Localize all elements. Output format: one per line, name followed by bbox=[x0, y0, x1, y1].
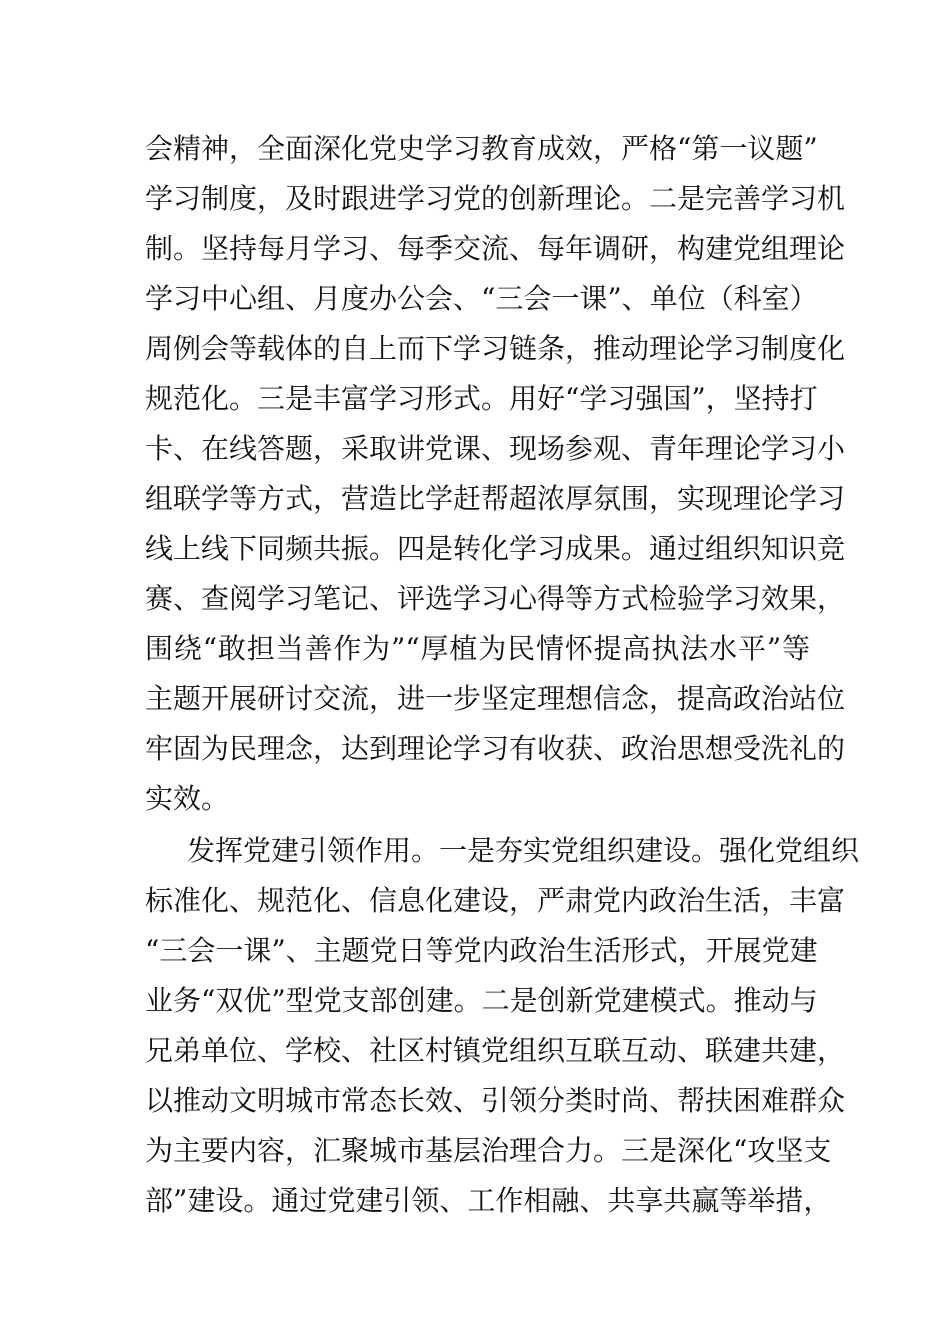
paragraph-2-line: 标准化、规范化、信息化建设，严肃党内政治生活，丰富 bbox=[145, 884, 846, 917]
paragraph-1-line: 线上线下同频共振。四是转化学习成果。通过组织知识竞 bbox=[145, 532, 846, 565]
paragraph-2-line: 为主要内容，汇聚城市基层治理合力。三是深化“攻坚支 bbox=[145, 1134, 832, 1167]
paragraph-2-first-line: 发挥党建引领作用。一是夯实党组织建设。强化党组织 bbox=[187, 834, 860, 867]
paragraph-1-line: 牢固为民理念，达到理论学习有收获、政治思想受洗礼的 bbox=[145, 732, 846, 765]
paragraph-1-line: 卡、在线答题，采取讲党课、现场参观、青年理论学习小 bbox=[145, 432, 846, 465]
paragraph-1-line: 围绕“敢担当善作为”“厚植为民情怀提高执法水平”等 bbox=[145, 632, 810, 665]
paragraph-2-line: 业务“双优”型党支部创建。二是创新党建模式。推动与 bbox=[145, 984, 818, 1017]
paragraph-1-last-line: 实效。 bbox=[145, 782, 230, 815]
paragraph-1-line: 赛、查阅学习笔记、评选学习心得等方式检验学习效果， bbox=[145, 582, 846, 615]
paragraph-2-line: “三会一课”、主题党日等党内政治生活形式，开展党建 bbox=[145, 934, 818, 967]
paragraph-1-line: 主题开展研讨交流，进一步坚定理想信念，提高政治站位 bbox=[145, 682, 846, 715]
paragraph-1-line: 会精神，全面深化党史学习教育成效，严格“第一议题” bbox=[145, 132, 818, 165]
paragraph-2-line: 以推动文明城市常态长效、引领分类时尚、帮扶困难群众 bbox=[145, 1084, 846, 1117]
paragraph-1-line: 组联学等方式，营造比学赶帮超浓厚氛围，实现理论学习 bbox=[145, 482, 846, 515]
paragraph-1-line: 制。坚持每月学习、每季交流、每年调研，构建党组理论 bbox=[145, 232, 846, 265]
paragraph-1-line: 学习制度，及时跟进学习党的创新理论。二是完善学习机 bbox=[145, 182, 846, 215]
paragraph-1-line: 周例会等载体的自上而下学习链条，推动理论学习制度化 bbox=[145, 332, 846, 365]
paragraph-1-line: 学习中心组、月度办公会、“三会一课”、单位（科室） bbox=[145, 282, 818, 315]
paragraph-2-line: 兄弟单位、学校、社区村镇党组织互联互动、联建共建， bbox=[145, 1034, 846, 1067]
paragraph-2-line: 部”建设。通过党建引领、工作相融、共享共赢等举措， bbox=[145, 1184, 832, 1217]
paragraph-1-line: 规范化。三是丰富学习形式。用好“学习强国”，坚持打 bbox=[145, 382, 818, 415]
